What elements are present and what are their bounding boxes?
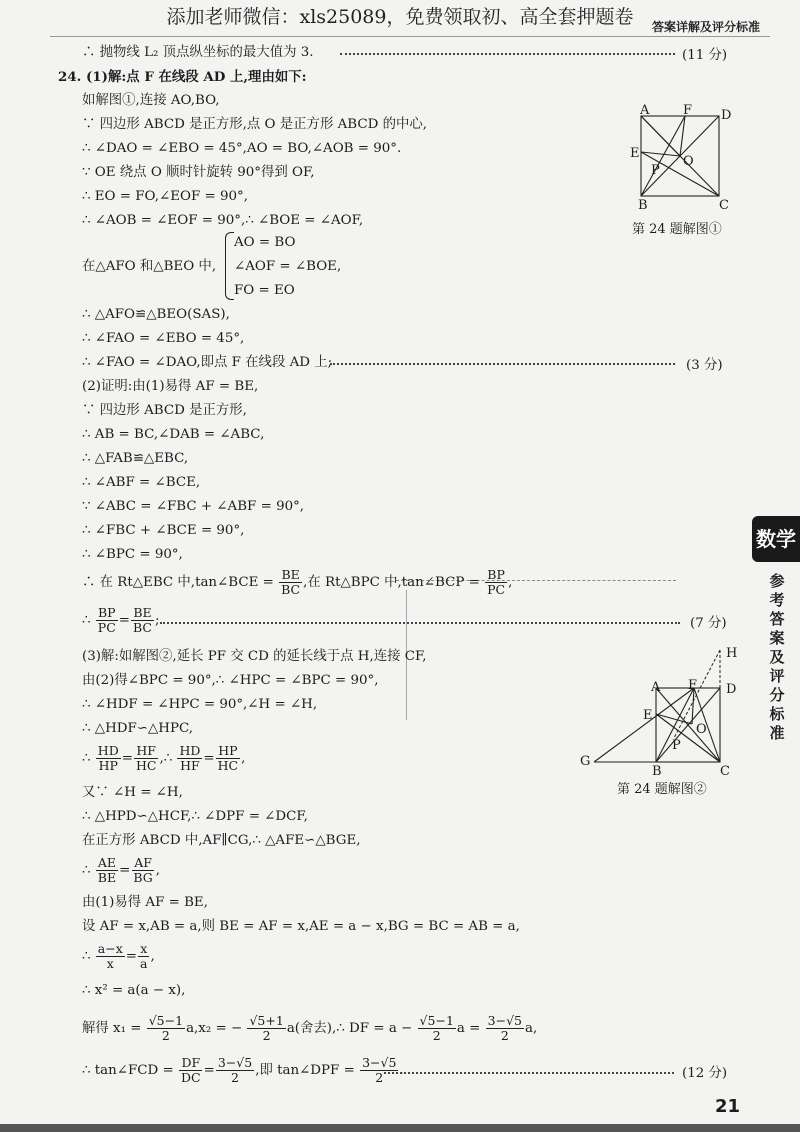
scan-edge xyxy=(0,1124,800,1132)
figure-1-diagram xyxy=(625,108,730,208)
solution-line: 在正方形 ABCD 中,AF∥CG,∴ △AFE∽△BGE, xyxy=(82,833,361,848)
fraction: $\frac{HP}{HC}$ xyxy=(217,743,239,773)
text-segment: ∴ xyxy=(82,949,91,964)
dot-leader xyxy=(330,363,675,365)
dot-leader xyxy=(160,622,680,624)
problem-heading: 24. (1)解:点 F 在线段 AD 上,理由如下: xyxy=(58,69,307,85)
solution-line: ∴ △HDF∽△HPC, xyxy=(82,721,194,736)
solution-line: ∵ 四边形 ABCD 是正方形,点 O 是正方形 ABCD 的中心, xyxy=(82,117,428,132)
solution-line: 又∵ ∠H = ∠H, xyxy=(82,785,183,800)
point-label: P xyxy=(651,163,660,178)
solution-line: ∴ △AFO≌△BEO(SAS), xyxy=(82,307,230,322)
solution-line: ∵ ∠ABC = ∠FBC + ∠ABF = 90°, xyxy=(82,499,305,514)
point-label: A xyxy=(640,103,650,118)
point-label: P xyxy=(672,738,681,753)
solution-line: ∴ ∠HDF = ∠HPC = 90°,∠H = ∠H, xyxy=(82,697,318,712)
score-label: (3 分) xyxy=(686,358,723,373)
solution-line: ∴ ∠AOB = ∠EOF = 90°,∴ ∠BOE = ∠AOF, xyxy=(82,213,364,228)
point-label: D xyxy=(726,682,737,697)
dot-leader xyxy=(384,1072,674,1074)
solution-line: ∴ 在 Rt△EBC 中,tan∠BCE = $\frac{BE}{BC}$ ,在 Rt△BPC 中,tan∠BCP = $\frac{BP}{PC}$ , xyxy=(82,567,513,597)
fraction: $\frac{AE}{BE}$ xyxy=(97,855,117,885)
text-segment: 解得 x₁ = xyxy=(82,1021,142,1036)
point-label: E xyxy=(643,708,653,723)
solution-line: ∴ EO = FO,∠EOF = 90°, xyxy=(82,189,248,204)
fraction: $\frac{BE}{BC}$ xyxy=(133,605,152,635)
header-title: 答案详解及评分标准 xyxy=(651,20,760,34)
solution-line: 由(2)得∠BPC = 90°,∴ ∠HPC = ∠BPC = 90°, xyxy=(82,673,379,688)
text-segment: a(舍去),∴ DF = a − xyxy=(286,1021,413,1036)
point-label: F xyxy=(683,103,693,118)
point-label: F xyxy=(688,678,698,693)
text-segment: ∴ xyxy=(82,613,91,628)
system-line: FO = EO xyxy=(234,283,295,298)
text-segment: ∴ xyxy=(82,863,91,878)
header-divider xyxy=(50,36,770,37)
text-segment: a, xyxy=(525,1021,538,1036)
solution-line: ∴ $\frac{HD}{HP}$ = $\frac{HF}{HC}$ ,∴ $\frac{HD}{HF}$ = $\frac{HP}{HC}$ , xyxy=(82,743,246,773)
fraction: $\frac{√5+1}{2}$ xyxy=(249,1013,284,1043)
solution-line: ∴ ∠FBC + ∠BCE = 90°, xyxy=(82,523,245,538)
text-segment: ∴ tan∠FCD = xyxy=(82,1063,174,1078)
solution-line: ∵ 四边形 ABCD 是正方形, xyxy=(82,403,247,418)
fraction: $\frac{3-√5}{2}$ xyxy=(362,1055,397,1085)
point-label: H xyxy=(726,646,738,661)
solution-line xyxy=(82,1014,537,1043)
fraction: $\frac{√5-1}{2}$ xyxy=(419,1013,454,1043)
text-segment: ,∴ xyxy=(159,751,173,766)
text-segment: a,x₂ = − xyxy=(186,1021,243,1036)
solution-line: ∴ ∠FAO = ∠DAO,即点 F 在线段 AD 上; xyxy=(82,355,333,370)
system-brace xyxy=(225,232,234,300)
solution-line: 设 AF = x,AB = a,则 BE = AF = x,AE = a − x,BG = BC = AB = a, xyxy=(82,919,520,934)
solution-line: ∴ $\frac{AE}{BE}$ = $\frac{AF}{BG}$ , xyxy=(82,855,161,885)
solution-line: ∴ ∠FAO = ∠EBO = 45°, xyxy=(82,331,245,346)
fraction: $\frac{DF}{DC}$ xyxy=(181,1055,201,1085)
point-label: G xyxy=(580,754,591,769)
solution-line: ∴ △FAB≌△EBC, xyxy=(82,451,189,466)
point-label: B xyxy=(652,764,662,779)
text-segment: ,即 tan∠DPF = xyxy=(255,1063,355,1078)
fraction: $\frac{3-√5}{2}$ xyxy=(487,1013,522,1043)
segment-eo xyxy=(656,714,692,724)
segment-of xyxy=(680,116,685,156)
fraction: $\frac{a-x}{x}$ xyxy=(97,941,123,971)
solution-line: (3)解:如解图②,延长 PF 交 CD 的延长线于点 H,连接 CF, xyxy=(82,649,427,664)
score-label: (7 分) xyxy=(690,616,727,631)
solution-line: (2)证明:由(1)易得 AF = BE, xyxy=(82,379,259,394)
segment-ec xyxy=(656,714,720,762)
fraction: $\frac{AF}{BG}$ xyxy=(133,855,153,885)
watermark-text: 添加老师微信：xls25089，免费领取初、高全套押题卷 xyxy=(166,6,634,28)
fraction: $\frac{BP}{PC}$ xyxy=(487,567,506,597)
system-line: ∠AOF = ∠BOE, xyxy=(234,259,342,274)
page-number: 21 xyxy=(714,1096,740,1117)
fraction: $\frac{BP}{PC}$ xyxy=(97,605,116,635)
solution-line: ∴ 抛物线 L₂ 顶点纵坐标的最大值为 3. xyxy=(82,45,314,60)
solution-line: 在△AFO 和△BEO 中, xyxy=(82,259,217,274)
solution-line: ∴ $\frac{BP}{PC}$ = $\frac{BE}{BC}$ ; xyxy=(82,605,160,635)
figure-2-caption: 第 24 题解图② xyxy=(617,782,707,797)
figure-1-caption: 第 24 题解图① xyxy=(632,222,722,237)
fraction: $\frac{3-√5}{2}$ xyxy=(217,1055,253,1085)
fraction: $\frac{HF}{HC}$ xyxy=(135,743,157,773)
solution-line: ∴ △HPD∽△HCF,∴ ∠DPF = ∠DCF, xyxy=(82,809,308,824)
point-label: B xyxy=(638,198,648,213)
solution-line: ∴ tan∠FCD = $\frac{DF}{DC}$ = $\frac{3-√5}{2}$ ,即 tan∠DPF = $\frac{3-√5}{2}$ . xyxy=(82,1055,404,1085)
point-label: D xyxy=(721,108,732,123)
solution-line: 如解图①,连接 AO,BO, xyxy=(82,93,220,108)
text-segment: ,在 Rt△BPC 中,tan∠BCP = xyxy=(303,575,480,590)
solution-line: ∴ ∠BPC = 90°, xyxy=(82,547,183,562)
point-label: O xyxy=(683,154,694,169)
point-label: E xyxy=(630,146,640,161)
solution-line: ∴ $\frac{a-x}{x}$ = $\frac{x}{a}$ , xyxy=(82,941,155,971)
fraction: $\frac{BE}{BC}$ xyxy=(281,567,301,597)
dot-leader xyxy=(340,53,675,55)
score-label: (11 分) xyxy=(682,48,728,63)
text-segment: ∴ 在 Rt△EBC 中,tan∠BCE = xyxy=(82,575,274,590)
text-segment: a = xyxy=(456,1021,481,1036)
point-label: O xyxy=(696,722,707,737)
fraction: $\frac{√5-1}{2}$ xyxy=(148,1013,184,1043)
text-segment: ∴ xyxy=(82,751,91,766)
fraction: $\frac{HD}{HP}$ xyxy=(97,743,119,773)
solution-line: 由(1)易得 AF = BE, xyxy=(82,895,208,910)
score-label: (12 分) xyxy=(682,1066,728,1081)
solution-line: ∴ ∠DAO = ∠EBO = 45°,AO = BO,∠AOB = 90°. xyxy=(82,141,402,156)
system-line: AO = BO xyxy=(234,235,296,250)
fraction: $\frac{HD}{HF}$ xyxy=(179,743,201,773)
fraction: $\frac{x}{a}$ xyxy=(140,941,148,971)
solution-line: ∴ AB = BC,∠DAB = ∠ABC, xyxy=(82,427,265,442)
solution-line: ∴ ∠ABF = ∠BCE, xyxy=(82,475,201,490)
point-label: A xyxy=(651,680,661,695)
point-label: C xyxy=(720,764,730,779)
solution-line: ∵ OE 绕点 O 顺时针旋转 90°得到 OF, xyxy=(82,165,315,180)
solution-line: ∴ x² = a(a − x), xyxy=(82,983,186,998)
side-tab-label: 参考答案及评分标准 xyxy=(769,572,785,742)
figure-2-diagram xyxy=(588,642,733,772)
subject-tab: 数学 xyxy=(752,516,800,562)
point-label: C xyxy=(719,198,729,213)
